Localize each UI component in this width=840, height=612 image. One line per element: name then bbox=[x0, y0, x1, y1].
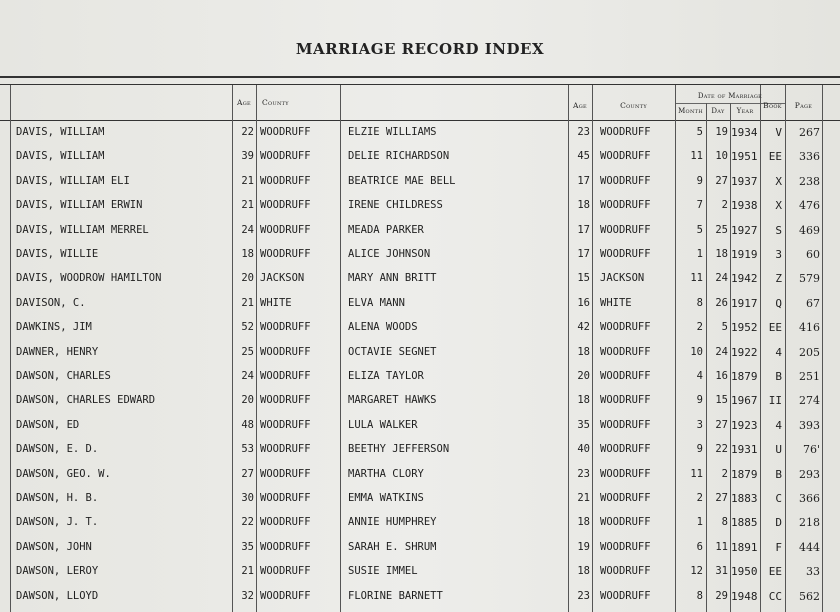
table-row bbox=[0, 516, 840, 536]
marriage-month: 7 bbox=[696, 199, 703, 212]
marriage-day: 24 bbox=[715, 345, 728, 358]
book: X bbox=[775, 199, 782, 213]
marriage-month: 1 bbox=[696, 516, 703, 529]
marriage-day: 31 bbox=[715, 565, 728, 578]
marriage-month: 9 bbox=[696, 443, 703, 456]
groom-name: DAWSON, CHARLES EDWARD bbox=[16, 394, 156, 407]
table-row bbox=[0, 468, 840, 488]
marriage-day: 19 bbox=[715, 126, 728, 138]
header-day: Day bbox=[711, 107, 725, 115]
groom-name: DAWSON, E. D. bbox=[16, 443, 99, 456]
bride-county: WOODRUFF bbox=[600, 589, 651, 602]
book: EE bbox=[768, 565, 782, 579]
bride-name: BEETHY JEFFERSON bbox=[348, 443, 450, 456]
table-row bbox=[0, 321, 840, 341]
marriage-month: 8 bbox=[696, 296, 703, 309]
groom-age: 27 bbox=[241, 467, 254, 480]
page-number: 476 bbox=[799, 199, 820, 213]
marriage-day: 5 bbox=[721, 321, 728, 334]
header-age-2: Age bbox=[573, 101, 587, 110]
bride-name: EMMA WATKINS bbox=[348, 492, 424, 504]
marriage-year: 1942 bbox=[731, 272, 758, 286]
book: 3 bbox=[775, 248, 782, 261]
groom-age: 20 bbox=[241, 272, 254, 285]
marriage-day: 10 bbox=[715, 150, 728, 163]
header-page: Page bbox=[794, 101, 813, 110]
marriage-year: 1879 bbox=[731, 467, 758, 481]
bride-county: WOODRUFF bbox=[600, 540, 651, 553]
page-number: 416 bbox=[799, 321, 820, 335]
bride-age: 18 bbox=[577, 565, 590, 578]
header-county-2: County bbox=[620, 101, 647, 110]
groom-name: DAVIS, WILLIAM bbox=[16, 150, 105, 163]
marriage-year: 1950 bbox=[731, 565, 758, 579]
bride-name: MARGARET HAWKS bbox=[348, 394, 437, 407]
groom-age: 32 bbox=[241, 589, 254, 602]
marriage-month: 2 bbox=[696, 321, 703, 334]
bride-name: ELVA MANN bbox=[348, 296, 405, 309]
bride-name: OCTAVIE SEGNET bbox=[348, 345, 437, 358]
bride-name: LULA WALKER bbox=[348, 418, 418, 431]
bride-age: 40 bbox=[577, 443, 590, 456]
marriage-day: 15 bbox=[715, 394, 728, 407]
bride-county: WOODRUFF bbox=[600, 492, 651, 504]
page-title: MARRIAGE RECORD INDEX bbox=[295, 40, 545, 58]
page-number: 469 bbox=[799, 223, 820, 237]
groom-county: WOODRUFF bbox=[260, 565, 311, 578]
marriage-year: 1879 bbox=[731, 370, 758, 383]
book: F bbox=[775, 540, 782, 554]
groom-county: WOODRUFF bbox=[260, 223, 311, 236]
book: B bbox=[775, 467, 782, 481]
bride-name: ELIZA TAYLOR bbox=[348, 370, 424, 382]
page-number: 218 bbox=[799, 516, 820, 530]
book: D bbox=[775, 516, 782, 530]
groom-county: WHITE bbox=[260, 296, 292, 309]
marriage-month: 8 bbox=[696, 589, 703, 602]
marriage-year: 1948 bbox=[731, 589, 758, 603]
marriage-day: 26 bbox=[715, 296, 728, 309]
book: 4 bbox=[775, 345, 782, 359]
bride-name: MARTHA CLORY bbox=[348, 467, 424, 480]
bride-county: WOODRUFF bbox=[600, 248, 651, 260]
bride-age: 19 bbox=[577, 540, 590, 553]
bride-age: 17 bbox=[577, 223, 590, 236]
bride-name: SUSIE IMMEL bbox=[348, 565, 418, 578]
book: Q bbox=[775, 296, 782, 310]
bride-age: 16 bbox=[577, 296, 590, 309]
marriage-month: 10 bbox=[690, 345, 703, 358]
marriage-year: 1967 bbox=[731, 394, 758, 408]
table-row bbox=[0, 150, 840, 170]
bride-name: ELZIE WILLIAMS bbox=[348, 126, 437, 138]
marriage-month: 5 bbox=[696, 223, 703, 236]
bride-age: 17 bbox=[577, 248, 590, 260]
bride-age: 23 bbox=[577, 467, 590, 480]
book: 4 bbox=[775, 418, 782, 432]
table-row bbox=[0, 199, 840, 219]
marriage-month: 9 bbox=[696, 174, 703, 187]
bride-name: ANNIE HUMPHREY bbox=[348, 516, 437, 529]
bride-age: 20 bbox=[577, 370, 590, 382]
groom-county: WOODRUFF bbox=[260, 345, 311, 358]
page-number: 251 bbox=[799, 370, 820, 383]
book: V bbox=[775, 126, 782, 139]
marriage-month: 6 bbox=[696, 540, 703, 553]
groom-age: 39 bbox=[241, 150, 254, 163]
marriage-year: 1885 bbox=[731, 516, 758, 530]
marriage-year: 1934 bbox=[731, 126, 758, 139]
table-row bbox=[0, 248, 840, 268]
table-row bbox=[0, 565, 840, 585]
bride-name: FLORINE BARNETT bbox=[348, 589, 443, 602]
marriage-year: 1891 bbox=[731, 540, 758, 554]
groom-county: JACKSON bbox=[260, 272, 305, 285]
groom-age: 22 bbox=[241, 126, 254, 138]
book: U bbox=[775, 443, 782, 457]
groom-county: WOODRUFF bbox=[260, 540, 311, 553]
marriage-year: 1923 bbox=[731, 418, 758, 432]
groom-age: 24 bbox=[241, 223, 254, 236]
marriage-year: 1951 bbox=[731, 150, 758, 164]
table-row bbox=[0, 272, 840, 292]
marriage-month: 9 bbox=[696, 394, 703, 407]
marriage-year: 1937 bbox=[731, 174, 758, 188]
bride-age: 17 bbox=[577, 174, 590, 187]
groom-name: DAWSON, H. B. bbox=[16, 492, 99, 504]
groom-name: DAWSON, LEROY bbox=[16, 565, 99, 578]
bride-name: IRENE CHILDRESS bbox=[348, 199, 443, 212]
bride-county: WOODRUFF bbox=[600, 223, 651, 236]
groom-age: 20 bbox=[241, 394, 254, 407]
bride-county: JACKSON bbox=[600, 272, 645, 285]
groom-name: DAVIS, WILLIAM bbox=[16, 126, 105, 138]
book: II bbox=[768, 394, 782, 408]
marriage-year: 1938 bbox=[731, 199, 758, 213]
marriage-month: 4 bbox=[696, 370, 703, 382]
marriage-year: 1883 bbox=[731, 492, 758, 505]
bride-county: WOODRUFF bbox=[600, 370, 651, 382]
groom-age: 21 bbox=[241, 174, 254, 187]
bride-age: 15 bbox=[577, 272, 590, 285]
book: EE bbox=[768, 321, 782, 335]
marriage-month: 1 bbox=[696, 248, 703, 260]
marriage-day: 27 bbox=[715, 492, 728, 504]
page-number: 274 bbox=[799, 394, 820, 408]
marriage-year: 1917 bbox=[731, 296, 758, 310]
bride-county: WOODRUFF bbox=[600, 565, 651, 578]
marriage-month: 11 bbox=[690, 467, 703, 480]
bride-age: 23 bbox=[577, 126, 590, 138]
bride-county: WOODRUFF bbox=[600, 199, 651, 212]
groom-age: 21 bbox=[241, 199, 254, 212]
groom-name: DAWSON, GEO. W. bbox=[16, 467, 111, 480]
groom-age: 52 bbox=[241, 321, 254, 334]
groom-county: WOODRUFF bbox=[260, 443, 311, 456]
table-row bbox=[0, 126, 840, 146]
page-number: 444 bbox=[799, 540, 820, 554]
marriage-day: 27 bbox=[715, 174, 728, 187]
groom-county: WOODRUFF bbox=[260, 150, 311, 163]
marriage-month: 2 bbox=[696, 492, 703, 504]
marriage-day: 8 bbox=[721, 516, 728, 529]
table-row bbox=[0, 419, 840, 439]
groom-age: 22 bbox=[241, 516, 254, 529]
header-date-of-marriage: Date of Marriage bbox=[697, 92, 763, 100]
table-row bbox=[0, 370, 840, 390]
marriage-day: 2 bbox=[721, 467, 728, 480]
bride-county: WOODRUFF bbox=[600, 443, 651, 456]
bride-age: 21 bbox=[577, 492, 590, 504]
bride-county: WOODRUFF bbox=[600, 150, 651, 163]
groom-age: 35 bbox=[241, 540, 254, 553]
bride-age: 18 bbox=[577, 394, 590, 407]
groom-age: 24 bbox=[241, 370, 254, 382]
header-age: Age bbox=[237, 98, 251, 107]
groom-county: WOODRUFF bbox=[260, 174, 311, 187]
page-number: 205 bbox=[799, 345, 820, 359]
book: C bbox=[775, 492, 782, 505]
page-number: 76' bbox=[802, 443, 820, 457]
groom-county: WOODRUFF bbox=[260, 321, 311, 334]
bride-age: 23 bbox=[577, 589, 590, 602]
bride-name: BEATRICE MAE BELL bbox=[348, 174, 456, 187]
marriage-day: 16 bbox=[715, 370, 728, 382]
bride-county: WOODRUFF bbox=[600, 394, 651, 407]
groom-age: 21 bbox=[241, 565, 254, 578]
table-row bbox=[0, 590, 840, 610]
marriage-day: 22 bbox=[715, 443, 728, 456]
groom-county: WOODRUFF bbox=[260, 248, 311, 260]
header-county: County bbox=[262, 98, 289, 107]
marriage-day: 27 bbox=[715, 418, 728, 431]
marriage-day: 25 bbox=[715, 223, 728, 236]
table-row bbox=[0, 224, 840, 244]
marriage-month: 11 bbox=[690, 150, 703, 163]
table-row bbox=[0, 541, 840, 561]
marriage-month: 12 bbox=[690, 565, 703, 578]
header-month: Month bbox=[678, 107, 703, 115]
book: S bbox=[775, 223, 782, 237]
bride-age: 18 bbox=[577, 199, 590, 212]
marriage-year: 1919 bbox=[731, 248, 758, 261]
marriage-month: 11 bbox=[690, 272, 703, 285]
book: B bbox=[775, 370, 782, 383]
groom-county: WOODRUFF bbox=[260, 126, 311, 138]
page-number: 293 bbox=[799, 467, 820, 481]
bride-county: WOODRUFF bbox=[600, 321, 651, 334]
groom-name: DAWSON, J. T. bbox=[16, 516, 99, 529]
header-year: Year bbox=[736, 107, 754, 115]
bride-county: WOODRUFF bbox=[600, 126, 651, 138]
page-number: 60 bbox=[806, 248, 820, 261]
table-row bbox=[0, 175, 840, 195]
page-number: 33 bbox=[806, 565, 820, 579]
groom-age: 21 bbox=[241, 296, 254, 309]
marriage-day: 11 bbox=[715, 540, 728, 553]
page-number: 238 bbox=[799, 174, 820, 188]
groom-age: 25 bbox=[241, 345, 254, 358]
groom-name: DAVIS, WILLIAM ERWIN bbox=[16, 199, 143, 212]
bride-name: SARAH E. SHRUM bbox=[348, 540, 437, 553]
book: EE bbox=[768, 150, 782, 164]
bride-age: 18 bbox=[577, 345, 590, 358]
page-number: 67 bbox=[806, 296, 820, 310]
marriage-year: 1927 bbox=[731, 223, 758, 237]
groom-name: DAVIS, WILLIAM MERREL bbox=[16, 223, 149, 236]
page-number: 366 bbox=[799, 492, 820, 505]
groom-name: DAWSON, JOHN bbox=[16, 540, 92, 553]
bride-county: WOODRUFF bbox=[600, 174, 651, 187]
groom-age: 30 bbox=[241, 492, 254, 504]
page-number: 393 bbox=[799, 418, 820, 432]
bride-age: 45 bbox=[577, 150, 590, 163]
groom-name: DAVISON, C. bbox=[16, 296, 86, 309]
page-number: 336 bbox=[799, 150, 820, 164]
groom-name: DAWSON, ED bbox=[16, 418, 80, 431]
marriage-day: 29 bbox=[715, 589, 728, 602]
bride-name: MEADA PARKER bbox=[348, 223, 424, 236]
book: X bbox=[775, 174, 782, 188]
groom-name: DAVIS, WOODROW HAMILTON bbox=[16, 272, 162, 285]
bride-county: WOODRUFF bbox=[600, 516, 651, 529]
bride-age: 42 bbox=[577, 321, 590, 334]
marriage-month: 3 bbox=[696, 418, 703, 431]
bride-name: MARY ANN BRITT bbox=[348, 272, 437, 285]
groom-age: 53 bbox=[241, 443, 254, 456]
groom-county: WOODRUFF bbox=[260, 199, 311, 212]
groom-age: 48 bbox=[241, 418, 254, 431]
table-row bbox=[0, 443, 840, 463]
top-rule-thin bbox=[0, 84, 840, 85]
bride-name: ALENA WOODS bbox=[348, 321, 418, 334]
groom-name: DAVIS, WILLIAM ELI bbox=[16, 174, 130, 187]
top-rule bbox=[0, 76, 840, 78]
bride-name: DELIE RICHARDSON bbox=[348, 150, 450, 163]
marriage-day: 2 bbox=[721, 199, 728, 212]
marriage-day: 18 bbox=[715, 248, 728, 260]
groom-county: WOODRUFF bbox=[260, 418, 311, 431]
header-rule bbox=[0, 120, 840, 121]
marriage-year: 1931 bbox=[731, 443, 758, 457]
groom-name: DAVIS, WILLIE bbox=[16, 248, 99, 260]
groom-county: WOODRUFF bbox=[260, 516, 311, 529]
page-number: 267 bbox=[799, 126, 820, 139]
groom-county: WOODRUFF bbox=[260, 492, 311, 504]
bride-county: WOODRUFF bbox=[600, 345, 651, 358]
book: Z bbox=[775, 272, 782, 286]
table-row bbox=[0, 346, 840, 366]
table-row bbox=[0, 492, 840, 512]
header-book: Book bbox=[763, 101, 782, 110]
marriage-month: 5 bbox=[696, 126, 703, 138]
page-number: 562 bbox=[799, 589, 820, 603]
marriage-year: 1922 bbox=[731, 345, 758, 359]
groom-name: DAWNER, HENRY bbox=[16, 345, 99, 358]
groom-age: 18 bbox=[241, 248, 254, 260]
bride-name: ALICE JOHNSON bbox=[348, 248, 431, 260]
table-row bbox=[0, 394, 840, 414]
groom-county: WOODRUFF bbox=[260, 467, 311, 480]
groom-county: WOODRUFF bbox=[260, 370, 311, 382]
page-number: 579 bbox=[799, 272, 820, 286]
marriage-year: 1952 bbox=[731, 321, 758, 335]
book: CC bbox=[768, 589, 782, 603]
bride-county: WHITE bbox=[600, 296, 632, 309]
bride-county: WOODRUFF bbox=[600, 418, 651, 431]
groom-name: DAWSON, CHARLES bbox=[16, 370, 111, 382]
bride-age: 18 bbox=[577, 516, 590, 529]
marriage-day: 24 bbox=[715, 272, 728, 285]
groom-county: WOODRUFF bbox=[260, 394, 311, 407]
bride-county: WOODRUFF bbox=[600, 467, 651, 480]
groom-county: WOODRUFF bbox=[260, 589, 311, 602]
table-row bbox=[0, 297, 840, 317]
groom-name: DAWKINS, JIM bbox=[16, 321, 92, 334]
groom-name: DAWSON, LLOYD bbox=[16, 589, 99, 602]
bride-age: 35 bbox=[577, 418, 590, 431]
